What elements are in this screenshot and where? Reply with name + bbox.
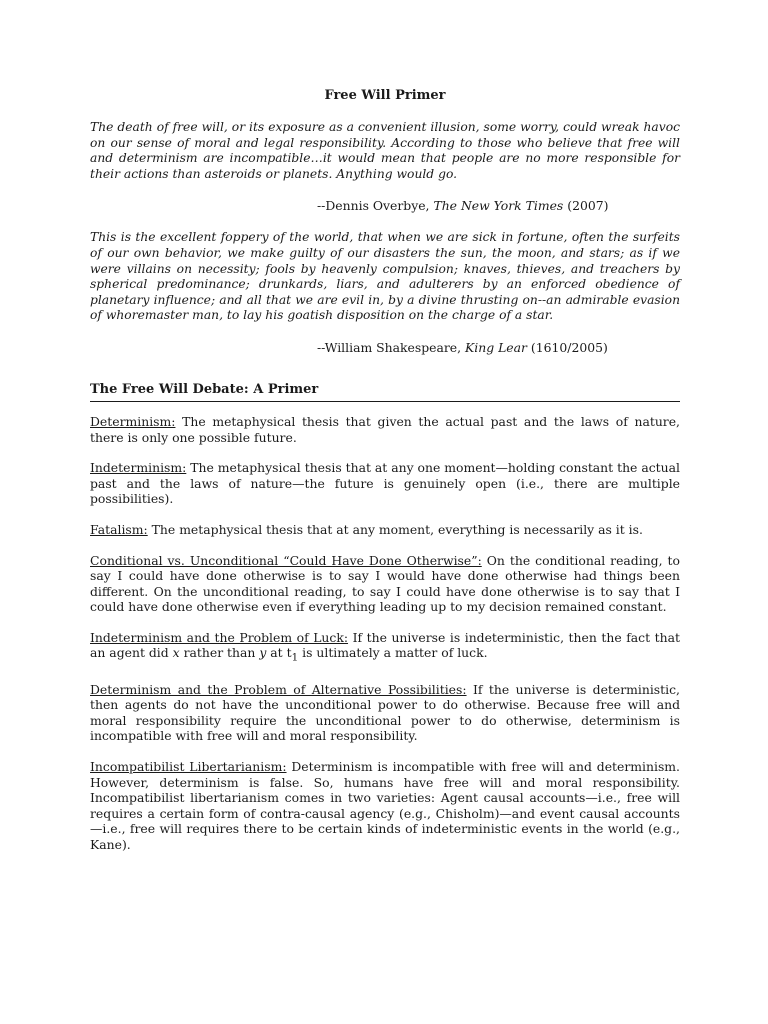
definition-determinism [90,414,680,445]
attribution-year: (2007) [567,198,609,214]
definition-text: Determinism is incompatible with free will and determinism. However, determinism is false. So, humans have free will and moral responsibility. Incompatibilist libertarianism comes in two varieties: Agent causal accounts—i.e., free will requires a certain form of contra-causal agency (e.g., Chisholm)—and event causal accounts—i.e., free will requires there to be certain kinds of indeterministic events in the world (e.g., Kane). [90,758,680,852]
definition-text: is ultimately a matter of luck. [302,645,488,661]
definition-text: The metaphysical thesis that given the actual past and the laws of nature, there is only one possible future. [90,413,680,445]
definition-term: Indeterminism: [90,460,187,476]
definition-text: The metaphysical thesis that at any moment, everything is necessarily as it is. [151,521,643,537]
attribution-year: (1610/2005) [530,339,608,355]
variable-y: y [259,645,267,661]
definition-term: Determinism: [90,413,176,429]
epigraph-quote-overbye: The death of free will, or its exposure as a convenient illusion, some worry, could wreak havoc on our sense of moral and legal responsibility. According to those who believe that free will and determinism are incompatible…it would mean that people are no more responsible for their actions than asteroids or planets. Anything would go. [90,120,680,181]
epigraph-quote-shakespeare: This is the excellent foppery of the world, that when we are sick in fortune, often the surfeits of our own behavior, we make guilty of our disasters the sun, the moon, and stars; as if we were villains on necessity; fools by heavenly compulsion; knaves, thieves, and treachers by spherical predominance; drunkards, liars, and adulterers by an enforced obedience of planetary influence; and all that we are evil in, by a divine thrusting on--an admirable evasion of whoremaster man, to lay his goatish disposition on the charge of a star. [90,230,680,323]
epigraph-attribution-shakespeare [317,340,680,356]
variable-x: x [172,645,180,661]
definition-text: If the universe is deterministic, then agents do not have the unconditional power to do otherwise. Because free will and moral responsibility require the unconditional power to do otherwise, determinism is incompatible with free will and moral responsibility. [90,681,680,744]
definition-term: Fatalism: [90,521,148,537]
time-subscript: 1 [291,651,299,664]
definition-term: Determinism and the Problem of Alternative Possibilities: [90,681,467,697]
epigraph-attribution-overbye [317,198,680,214]
definition-incompatibilist-libertarianism [90,759,680,853]
definition-text: The metaphysical thesis that at any one moment—holding constant the actual past and the laws of nature—the future is genuinely open (i.e., there are multiple possibilities). [90,460,680,507]
attribution-author: --Dennis Overbye, [317,198,430,214]
attribution-source: King Lear [465,339,527,355]
definition-text: rather than [183,645,256,661]
definition-term: Indeterminism and the Problem of Luck: [90,629,349,645]
definition-problem-of-luck [90,630,680,667]
attribution-author: --William Shakespeare, [317,339,462,355]
definition-alternative-possibilities [90,682,680,744]
section-heading: The Free Will Debate: A Primer [90,382,680,402]
definition-indeterminism [90,460,680,507]
definition-term: Conditional vs. Unconditional “Could Have Done Otherwise”: [90,552,482,568]
definition-text: at t [270,645,292,661]
definition-text: If the universe is indeterministic, then the fact that an agent did [90,629,680,661]
attribution-source: The New York Times [433,198,564,214]
definition-text: On the conditional reading, to say I could have done otherwise is to say I would have done otherwise had things been different. On the unconditional reading, to say I could have done otherwise is to say that I could have done otherwise even if everything leading up to my decision remained constant. [90,552,680,615]
definition-could-have-done-otherwise [90,553,680,615]
document-title: Free Will Primer [324,88,446,103]
definition-term: Incompatibilist Libertarianism: [90,758,287,774]
definitions-list [90,414,680,853]
definition-fatalism [90,522,680,538]
